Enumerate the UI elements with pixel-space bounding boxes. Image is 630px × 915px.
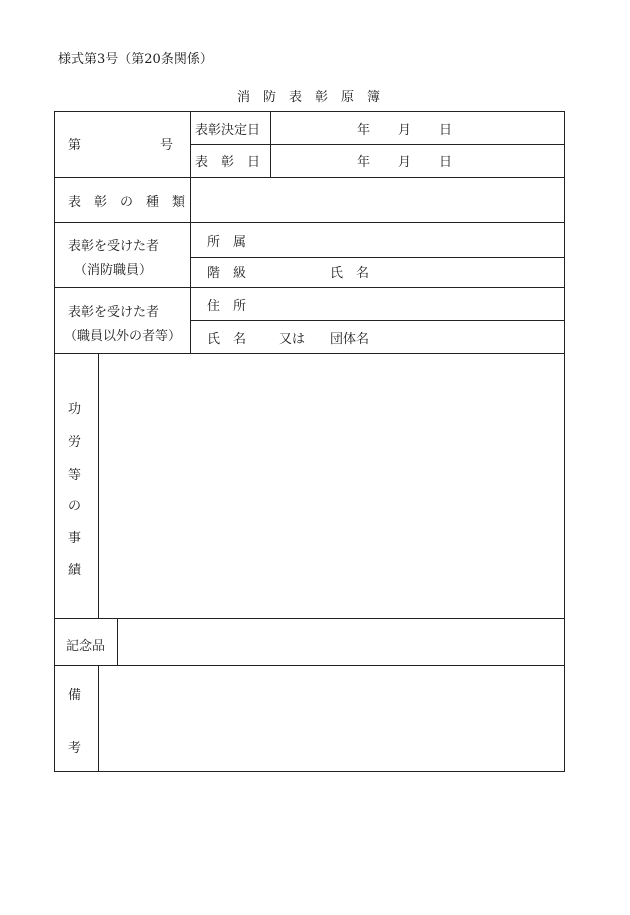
- merits-char: 績: [68, 563, 82, 578]
- or-label: 又は: [279, 332, 306, 347]
- form-label: 様式第3号（第20条関係）: [58, 52, 213, 67]
- decision-date-month: 月: [398, 123, 412, 138]
- table-border-bottom: [54, 771, 565, 772]
- table-border-left: [54, 111, 55, 772]
- row-divider: [190, 144, 565, 145]
- decision-date-label: 表彰決定日: [195, 123, 261, 138]
- merits-char: 等: [68, 468, 82, 483]
- number-label-right: 号: [160, 138, 174, 153]
- other-recipient-label: 表彰を受けた者: [68, 305, 160, 320]
- row-divider: [190, 257, 565, 258]
- staff-recipient-sublabel: （消防職員）: [74, 263, 153, 278]
- column-divider: [190, 111, 191, 353]
- row-divider: [54, 287, 565, 288]
- decision-date-day: 日: [439, 123, 453, 138]
- other-name-label: 氏 名: [207, 332, 247, 347]
- remarks-char: 考: [68, 741, 82, 756]
- award-date-year: 年: [357, 155, 371, 170]
- merits-field[interactable]: [99, 354, 564, 618]
- merits-char: 功: [68, 402, 82, 417]
- merits-char: の: [68, 499, 82, 514]
- table-border-top: [54, 111, 565, 112]
- commemorative-label: 記念品: [66, 639, 106, 654]
- award-date-month: 月: [398, 155, 412, 170]
- rank-label: 階 級: [207, 266, 247, 281]
- merits-char: 労: [68, 435, 82, 450]
- merits-char: 事: [68, 531, 82, 546]
- award-type-label: 表 彰 の 種 類: [68, 195, 186, 210]
- other-recipient-sublabel: （職員以外の者等）: [64, 329, 182, 344]
- award-date-day: 日: [439, 155, 453, 170]
- award-date-label: 表 彰 日: [195, 155, 261, 170]
- decision-date-year: 年: [357, 123, 371, 138]
- remarks-char: 備: [68, 688, 82, 703]
- group-name-label: 団体名: [330, 332, 370, 347]
- staff-recipient-label: 表彰を受けた者: [68, 239, 160, 254]
- row-divider: [54, 222, 565, 223]
- page-title: 消 防 表 彰 原 簿: [237, 90, 381, 105]
- column-divider: [270, 111, 271, 177]
- award-type-field[interactable]: [191, 178, 564, 222]
- row-divider: [190, 320, 565, 321]
- address-label: 住 所: [207, 299, 247, 314]
- affiliation-label: 所 属: [207, 235, 247, 250]
- commemorative-field[interactable]: [118, 619, 564, 665]
- table-border-right: [564, 111, 565, 772]
- number-label-left: 第: [68, 138, 82, 153]
- remarks-field[interactable]: [99, 666, 564, 771]
- staff-name-label: 氏 名: [330, 266, 370, 281]
